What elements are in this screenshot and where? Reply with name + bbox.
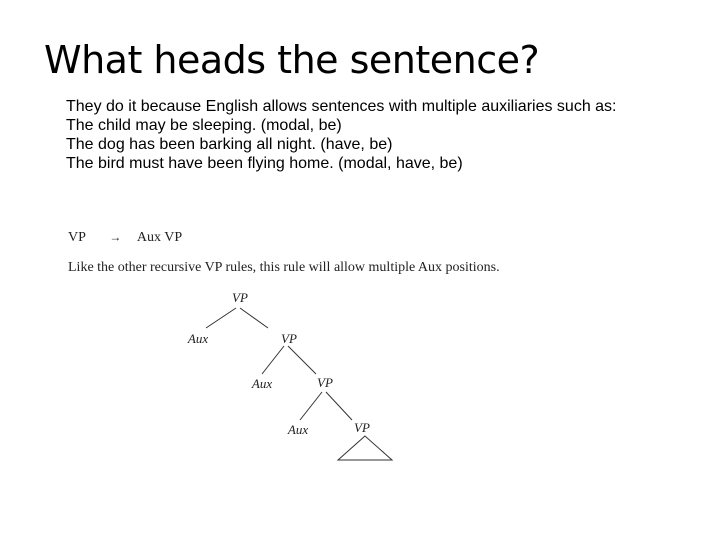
tree-branch	[326, 392, 352, 420]
tree-branch	[300, 392, 322, 420]
tree-node-vp-2: VP	[317, 375, 333, 390]
rule-rhs: Aux VP	[136, 230, 183, 245]
tree-node-aux-1: Aux	[187, 331, 209, 346]
tree-node-aux-2: Aux	[251, 376, 273, 391]
body-line-example-1: The child may be sleeping. (modal, be)	[66, 117, 342, 134]
tree-branch	[240, 308, 268, 328]
tree-branch	[288, 346, 316, 374]
rule-lhs: VP	[68, 230, 86, 245]
tree-node-vp-3: VP	[354, 420, 370, 435]
tree-triangle	[338, 436, 392, 460]
tree-branch	[262, 346, 284, 374]
tree-branch	[206, 308, 236, 328]
body-line-example-3: The bird must have been flying home. (modal, have, be)	[66, 155, 463, 172]
tree-node-vp-1: VP	[281, 331, 297, 346]
slide-title: What heads the sentence?	[44, 38, 540, 82]
rule-arrow: →	[109, 230, 122, 244]
body-line-intro: They do it because English allows sentences with multiple auxiliaries such as:	[66, 98, 617, 115]
body-line-example-2: The dog has been barking all night. (have, be)	[66, 136, 393, 153]
rule-note: Like the other recursive VP rules, this rule will allow multiple Aux positions.	[68, 260, 500, 275]
tree-node-vp-root: VP	[232, 290, 248, 305]
tree-node-aux-3: Aux	[287, 422, 309, 437]
